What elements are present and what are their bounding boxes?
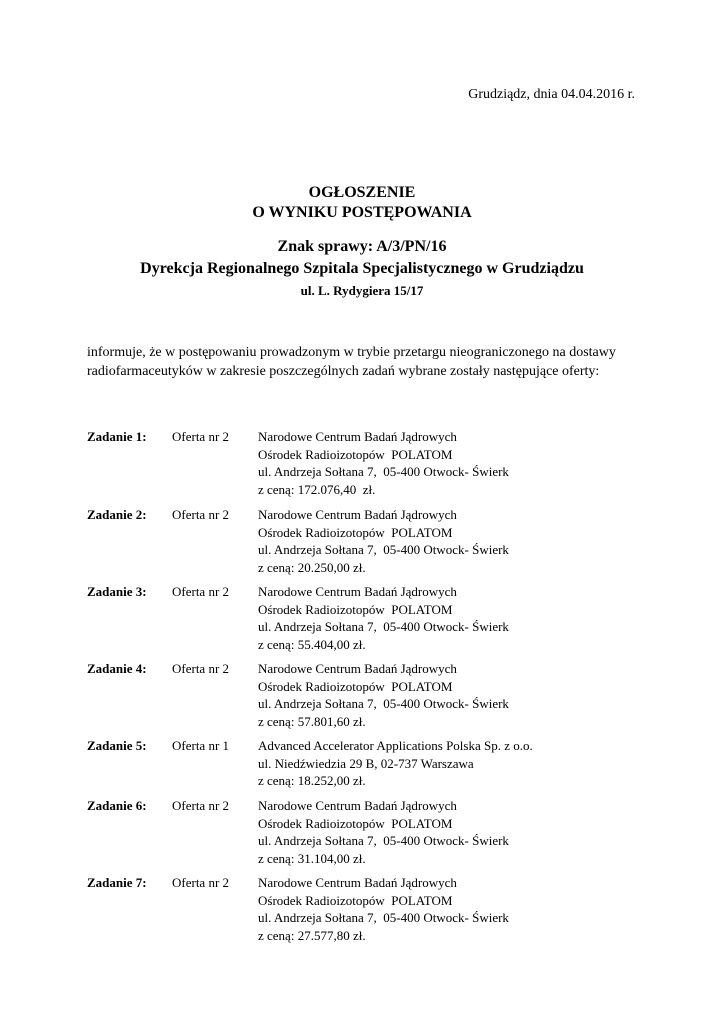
task-contractor: [258, 583, 509, 653]
task-contractor-line: ul. Andrzeja Sołtana 7, 05-400 Otwock- Świerk: [258, 833, 509, 848]
institution-address: ul. L. Rydygiera 15/17: [300, 283, 424, 298]
task-contractor-line: ul. Andrzeja Sołtana 7, 05-400 Otwock- Świerk: [258, 464, 509, 479]
task-offer: Oferta nr 2: [172, 429, 230, 444]
intro-line: informuje, że w postępowaniu prowadzonym w trybie przetargu nieograniczonego na dostawy: [87, 345, 616, 360]
task-contractor-line: ul. Andrzeja Sołtana 7, 05-400 Otwock- Świerk: [258, 619, 509, 634]
task-offer: Oferta nr 2: [172, 875, 230, 890]
task-label: Zadanie 1:: [87, 429, 147, 444]
institution-name: Dyrekcja Regionalnego Szpitala Specjalistycznego w Grudziądzu: [140, 260, 584, 277]
task-label: Zadanie 6:: [87, 798, 147, 813]
task-contractor-line: Ośrodek Radioizotopów POLATOM: [258, 892, 453, 908]
task-contractor: [258, 874, 509, 944]
task-label: Zadanie 2:: [87, 507, 147, 522]
task-contractor: [258, 737, 533, 790]
task-contractor-line: Ośrodek Radioizotopów POLATOM: [258, 601, 453, 617]
task-price: z ceną: 20.250,00 zł.: [258, 559, 366, 575]
task-label: Zadanie 3:: [87, 584, 147, 599]
task-offer: Oferta nr 2: [172, 507, 230, 522]
task-price: z ceną: 18.252,00 zł.: [258, 773, 366, 788]
case-number: Znak sprawy: A/3/PN/16: [277, 238, 447, 255]
task-contractor-line: Ośrodek Radioizotopów POLATOM: [258, 524, 453, 540]
task-contractor-line: Narodowe Centrum Badań Jądrowych: [258, 798, 457, 813]
task-offer: Oferta nr 2: [172, 661, 230, 676]
intro-line: radiofarmaceutyków w zakresie poszczególnych zadań wybrane zostały następujące oferty:: [87, 364, 600, 379]
task-contractor-line: Narodowe Centrum Badań Jądrowych: [258, 429, 457, 444]
task-price: z ceną: 27.577,80 zł.: [258, 927, 366, 943]
task-contractor-line: ul. Niedźwiedzia 29 B, 02-737 Warszawa: [258, 755, 474, 771]
task-offer: Oferta nr 2: [172, 584, 230, 599]
task-price: z ceną: 31.104,00 zł.: [258, 850, 366, 866]
task-offer: Oferta nr 2: [172, 798, 230, 813]
task-contractor-line: Ośrodek Radioizotopów POLATOM: [258, 446, 453, 462]
task-contractor-line: Narodowe Centrum Badań Jądrowych: [258, 875, 457, 890]
task-contractor-line: ul. Andrzeja Sołtana 7, 05-400 Otwock- Świerk: [258, 542, 509, 557]
announcement-subtitle: O WYNIKU POSTĘPOWANIA: [252, 204, 472, 221]
task-label: Zadanie 5:: [87, 738, 147, 753]
task-contractor-line: Narodowe Centrum Badań Jądrowych: [258, 584, 457, 599]
task-contractor: [258, 506, 509, 576]
task-label: Zadanie 4:: [87, 661, 147, 676]
announcement-title: OGŁOSZENIE: [308, 184, 416, 201]
task-contractor: [258, 428, 509, 498]
task-price: z ceną: 172.076,40 zł.: [258, 481, 376, 497]
task-contractor-line: ul. Andrzeja Sołtana 7, 05-400 Otwock- Świerk: [258, 910, 509, 925]
task-contractor-line: Ośrodek Radioizotopów POLATOM: [258, 678, 453, 694]
task-contractor-line: ul. Andrzeja Sołtana 7, 05-400 Otwock- Świerk: [258, 696, 509, 711]
task-label: Zadanie 7:: [87, 875, 147, 890]
task-contractor-line: Ośrodek Radioizotopów POLATOM: [258, 815, 453, 831]
task-contractor: [258, 660, 509, 730]
task-price: z ceną: 55.404,00 zł.: [258, 636, 366, 652]
task-offer: Oferta nr 1: [172, 738, 230, 753]
task-contractor: [258, 797, 509, 867]
task-contractor-line: Narodowe Centrum Badań Jądrowych: [258, 661, 457, 676]
document-date: Grudziądz, dnia 04.04.2016 r.: [468, 87, 635, 102]
task-price: z ceną: 57.801,60 zł.: [258, 713, 366, 729]
intro-paragraph: [87, 343, 616, 381]
task-contractor-line: Narodowe Centrum Badań Jądrowych: [258, 507, 457, 522]
task-contractor-line: Advanced Accelerator Applications Polska Sp. z o.o.: [258, 738, 533, 753]
